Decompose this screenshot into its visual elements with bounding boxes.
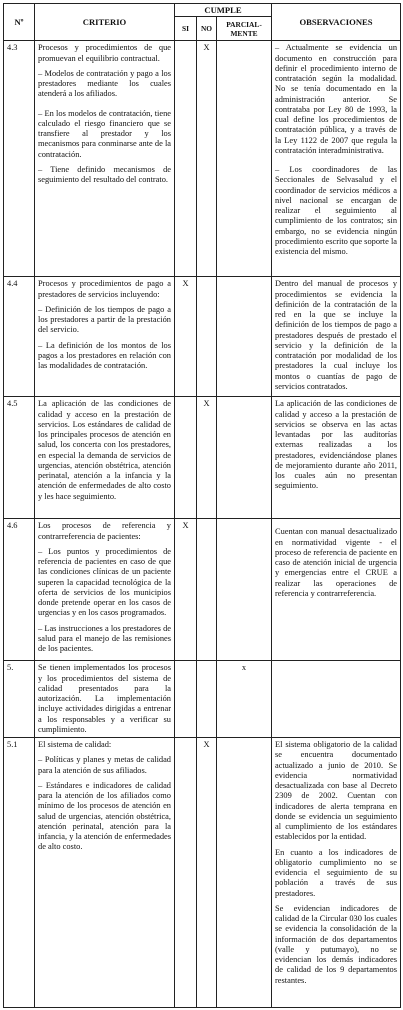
header-cumple: CUMPLE — [175, 4, 272, 17]
mark-parcial: x — [217, 661, 272, 738]
criterio-cell — [35, 661, 175, 738]
table-row — [4, 661, 401, 738]
observacion-text: Se evidencian indicadores de calidad de la Circular 030 los cuales se evidencia la consolidación de la información de dos departamentos (valle y putumayo), no se evidencian los demás indicadores de calidad de los 9 departamentos restantes. — [275, 903, 398, 985]
header-no: NO — [197, 17, 217, 41]
criterio-cell — [35, 397, 175, 519]
criterio-cell — [35, 41, 175, 277]
criterio-text: – Tiene definido mecanismos de seguimiento del resultado del contrato. — [38, 164, 171, 185]
header-num: Nº — [4, 4, 35, 41]
criterio-text: – En los modelos de contratación, tiene calculado el riesgo financiero que se transfiere al prestador y los mecanismos para conminarse ante de la contratación. — [38, 108, 171, 159]
observaciones-cell — [272, 519, 401, 661]
observacion-text: – Los coordinadores de las Seccionales de Selvasalud y el coordinador de servicios médicos a nivel nacional se encargan de realizar el seguimiento al cumplimiento de los contratos; sin embargo, no se evidencia ningún procedimiento escrito que soporte la existencia del mismo. — [275, 165, 398, 257]
mark-no: X — [197, 41, 217, 277]
criterio-cell — [35, 738, 175, 1008]
criterio-text: Procesos y procedimientos de que promuevan el equilibrio contractual. — [38, 43, 171, 63]
header-parcial-2: MENTE — [230, 28, 258, 38]
observaciones-cell — [272, 738, 401, 1008]
criterio-text: – Definición de los tiempos de pago a los prestadores a partir de la prestación del servicio. — [38, 304, 171, 335]
mark-no: X — [197, 397, 217, 519]
mark-si — [175, 41, 197, 277]
observacion-text: El sistema obligatorio de la calidad se encuentra documentado actualizado a junio de 2010. Se evidencia normatividad desactualizada con base al Decreto 2309 de 2002. Cuentan con indicadores de alerta temprana en donde se evidencia un seguimiento al cumplimiento de los estándares establecidos por la entidad. — [275, 740, 398, 842]
criterio-text: – La definición de los montos de los pagos a los prestadores en relación con las modalidades de contratación. — [38, 340, 171, 371]
criterio-text: El sistema de calidad: — [38, 740, 112, 750]
observacion-text: Cuentan con manual desactualizado en normatividad vigente - el proceso de referencia de paciente en caso de atención inicial de urgencia y emergencias entre el CRUE a realizar las operaciones de referencia y contrarreferencia. — [275, 527, 398, 598]
criteria-table — [3, 3, 401, 1008]
table-row — [4, 397, 401, 519]
mark-si — [175, 738, 197, 1008]
criterio-text: – Los puntos y procedimientos de referencia de pacientes en caso de que las condiciones clínicas de un paciente superen la capacidad tecnológica de la oferta de servicios de los municipios donde pretende operar en los casos de urgencias y en los casos programados. — [38, 546, 171, 618]
header-parcial-1: PARCIAL- — [226, 19, 262, 29]
criterio-cell — [35, 277, 175, 397]
observaciones-cell — [272, 661, 401, 738]
observaciones-cell — [272, 397, 401, 519]
observacion-text: En cuanto a los indicadores de obligatorio cumplimiento no se evidencia el seguimiento de su población a través de sus prestadores. — [275, 847, 398, 898]
table-row — [4, 277, 401, 397]
row-number: 4.3 — [4, 41, 35, 277]
mark-si — [175, 661, 197, 738]
mark-no — [197, 519, 217, 661]
criterio-cell — [35, 519, 175, 661]
mark-parcial — [217, 277, 272, 397]
header-si: SI — [175, 17, 197, 41]
header-parcialmente — [217, 17, 272, 41]
mark-parcial — [217, 41, 272, 277]
criterio-text: Los procesos de referencia y contrarreferencia de pacientes: — [38, 521, 171, 541]
header-observaciones: OBSERVACIONES — [272, 4, 401, 41]
observacion-text: – Actualmente se evidencia un documento en construcción para definir el procedimiento interno de contratación según la modalidad. No se tenía documentado en la administración anterior. Se contrataba por Ley 80 de 1993, la cual define los procedimientos de contratación pública, y a través de la Ley 1122 de 2007 que regula la contratación interadministrativa. — [275, 43, 398, 155]
criterio-text: La aplicación de las condiciones de calidad y acceso en la prestación de servicios. Los estándares de calidad de los principales procesos de atención en salud, los concerta con los prestadores, en especial la demanda de servicios de urgencias, atención obstétrica, atención perinatal, atención a la infancia y la atención de enfermedades de alto costo y les hace seguimiento. — [38, 399, 171, 501]
table-row — [4, 519, 401, 661]
mark-si: X — [175, 277, 197, 397]
table-row — [4, 738, 401, 1008]
row-number: 4.4 — [4, 277, 35, 397]
mark-no — [197, 277, 217, 397]
table-row — [4, 41, 401, 277]
row-number: 5. — [4, 661, 35, 738]
header-criterio: CRITERIO — [35, 4, 175, 41]
observaciones-cell — [272, 41, 401, 277]
criterio-text: Procesos y procedimientos de pago a prestadores de servicios incluyendo: — [38, 279, 171, 299]
row-number: 4.5 — [4, 397, 35, 519]
observacion-text: La aplicación de las condiciones de calidad y acceso a la prestación de servicios se observa en las actas levantadas por las auditorías externas realizadas a los prestadores, evidenciándose planes de mejoramiento durante año 2011, los cuales aún no presentan seguimiento. — [275, 399, 398, 491]
criterio-text: – Las instrucciones a los prestadores de salud para el manejo de las remisiones de los pacientes. — [38, 623, 171, 654]
row-number: 5.1 — [4, 738, 35, 1008]
mark-parcial — [217, 738, 272, 1008]
mark-parcial — [217, 519, 272, 661]
criterio-text: Se tienen implementados los procesos y los procedimientos del sistema de calidad presentados para la autorización. La implementación incluye actividades dirigidas a entrenar a los responsables y a verificar su cumplimiento. — [38, 663, 171, 734]
criterio-text: – Estándares e indicadores de calidad para la atención de los afiliados como mínimo de los procesos de atención en salud de urgencias, atención obstétrica, atención perinatal, atención para la infancia, y la atención de enfermedades de alto costo. — [38, 780, 171, 852]
mark-no — [197, 661, 217, 738]
mark-no: X — [197, 738, 217, 1008]
row-number: 4.6 — [4, 519, 35, 661]
criterio-text: – Políticas y planes y metas de calidad para la atención de sus afiliados. — [38, 755, 171, 775]
mark-si — [175, 397, 197, 519]
header-row — [4, 4, 401, 17]
mark-parcial — [217, 397, 272, 519]
criterio-text: – Modelos de contratación y pago a los prestadores mediante los cuales atenderá a los afiliados. — [38, 68, 171, 99]
observaciones-cell — [272, 277, 401, 397]
mark-si: X — [175, 519, 197, 661]
observacion-text: Dentro del manual de procesos y procedimientos se evidencia la definición de la contratación de la red en la que se incluye la definición de los tiempos de pago a prestadores después de prestado el servicio y la definición de la contratación por modalidad de los prestadores la cual incluye los montos o cuantías de pago de servicios contratados. — [275, 279, 398, 391]
